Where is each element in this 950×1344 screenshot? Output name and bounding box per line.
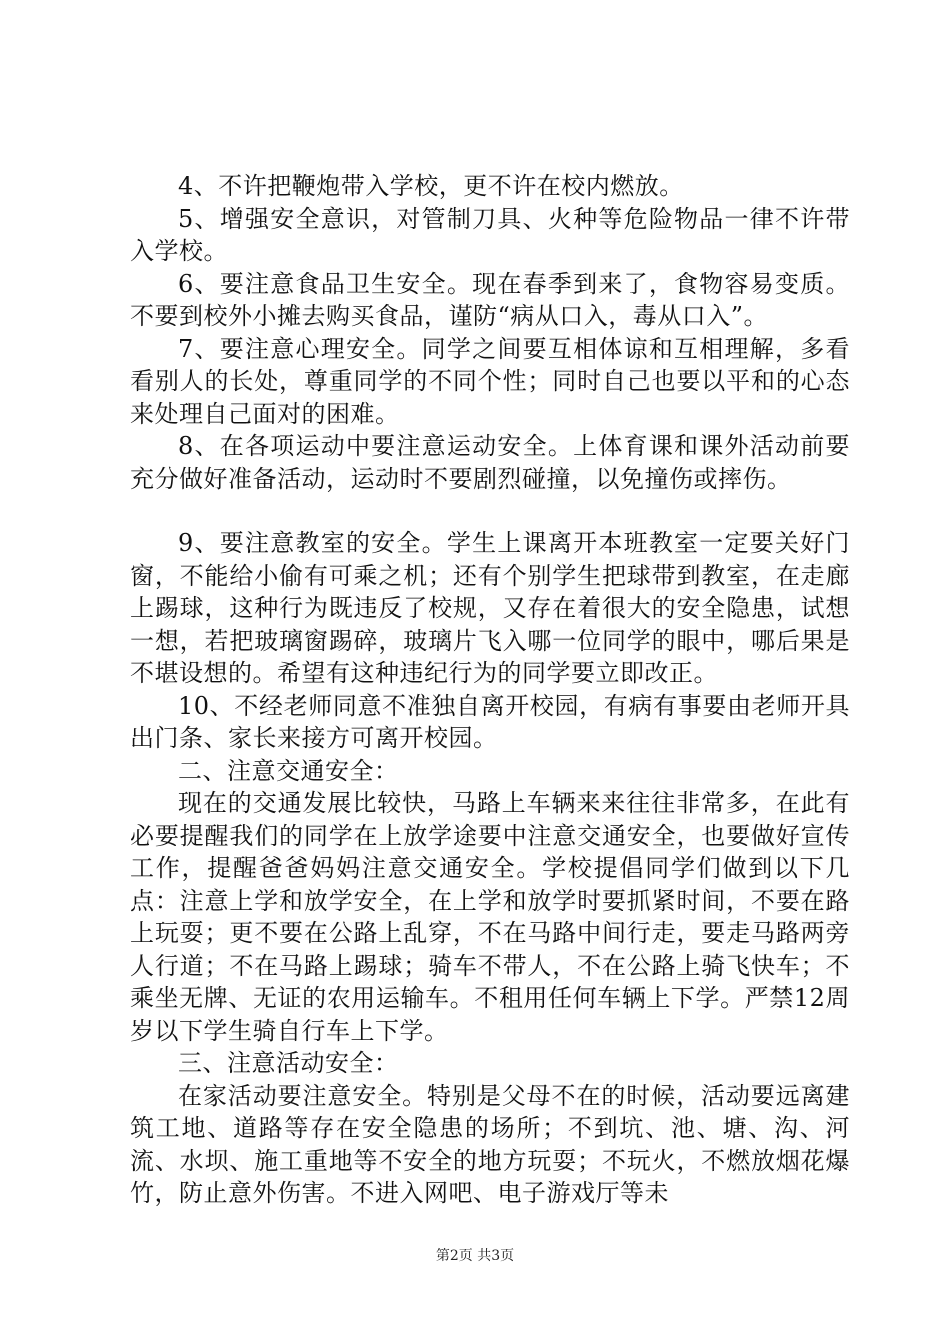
paragraph-item-7: 7、要注意心理安全。同学之间要互相体谅和互相理解，多看看别人的长处，尊重同学的不同个性；同时自己也要以平和的心态来处理自己面对的困难。 (130, 334, 850, 428)
paragraph-item-8: 8、在各项运动中要注意运动安全。上体育课和课外活动前要充分做好准备活动，运动时不要剧烈碰撞，以免撞伤或摔伤。 (130, 432, 850, 493)
paragraph-item-10: 10、不经老师同意不准独自离开校园，有病有事要由老师开具出门条、家长来接方可离开校园。 (130, 691, 850, 752)
paragraph-traffic-safety: 现在的交通发展比较快，马路上车辆来来往往非常多，在此有必要提醒我们的同学在上放学途要中注意交通安全，也要做好宣传工作，提醒爸爸妈妈注意交通安全。学校提倡同学们做到以下几点：注意上学和放学安全，在上学和放学时要抓紧时间，不要在路上玩耍；更不要在公路上乱穿，不在马路中间行走，要走马路两旁人行道；不在马路上踢球；骑车不带人，不在公路上骑飞快车；不乘坐无牌、无证的农用运输车。不租用任何车辆上下学。严禁12周岁以下学生骑自行车上下学。 (130, 789, 850, 1045)
section-heading-activity-safety: 三、注意活动安全： (178, 1049, 399, 1077)
paragraph-item-9: 9、要注意教室的安全。学生上课离开本班教室一定要关好门窗，不能给小偷有可乘之机；还有个别学生把球带到教室，在走廊上踢球，这种行为既违反了校规，又存在着很大的安全隐患，试想一想，若把玻璃窗踢碎，玻璃片飞入哪一位同学的眼中，哪后果是不堪设想的。希望有这种违纪行为的同学要立即改正。 (130, 529, 850, 687)
page-number-footer: 第2页 共3页 (435, 1248, 515, 1264)
paragraph-activity-safety: 在家活动要注意安全。特别是父母不在的时候，活动要远离建筑工地、道路等存在安全隐患的场所；不到坑、池、塘、沟、河流、水坝、施工重地等不安全的地方玩耍；不玩火，不燃放烟花爆竹，防止意外伤害。不进入网吧、电子游戏厅等未 (130, 1081, 850, 1207)
paragraph-item-5: 5、增强安全意识，对管制刀具、火种等危险物品一律不许带入学校。 (130, 204, 850, 265)
section-heading-traffic-safety: 二、注意交通安全： (178, 756, 399, 785)
paragraph-item-4: 4、不许把鞭炮带入学校，更不许在校内燃放。 (178, 172, 684, 200)
paragraph-item-6: 6、要注意食品卫生安全。现在春季到来了，食物容易变质。不要到校外小摊去购买食品，谨防“病从口入，毒从口入”。 (130, 269, 850, 330)
document-body (130, 170, 850, 1210)
